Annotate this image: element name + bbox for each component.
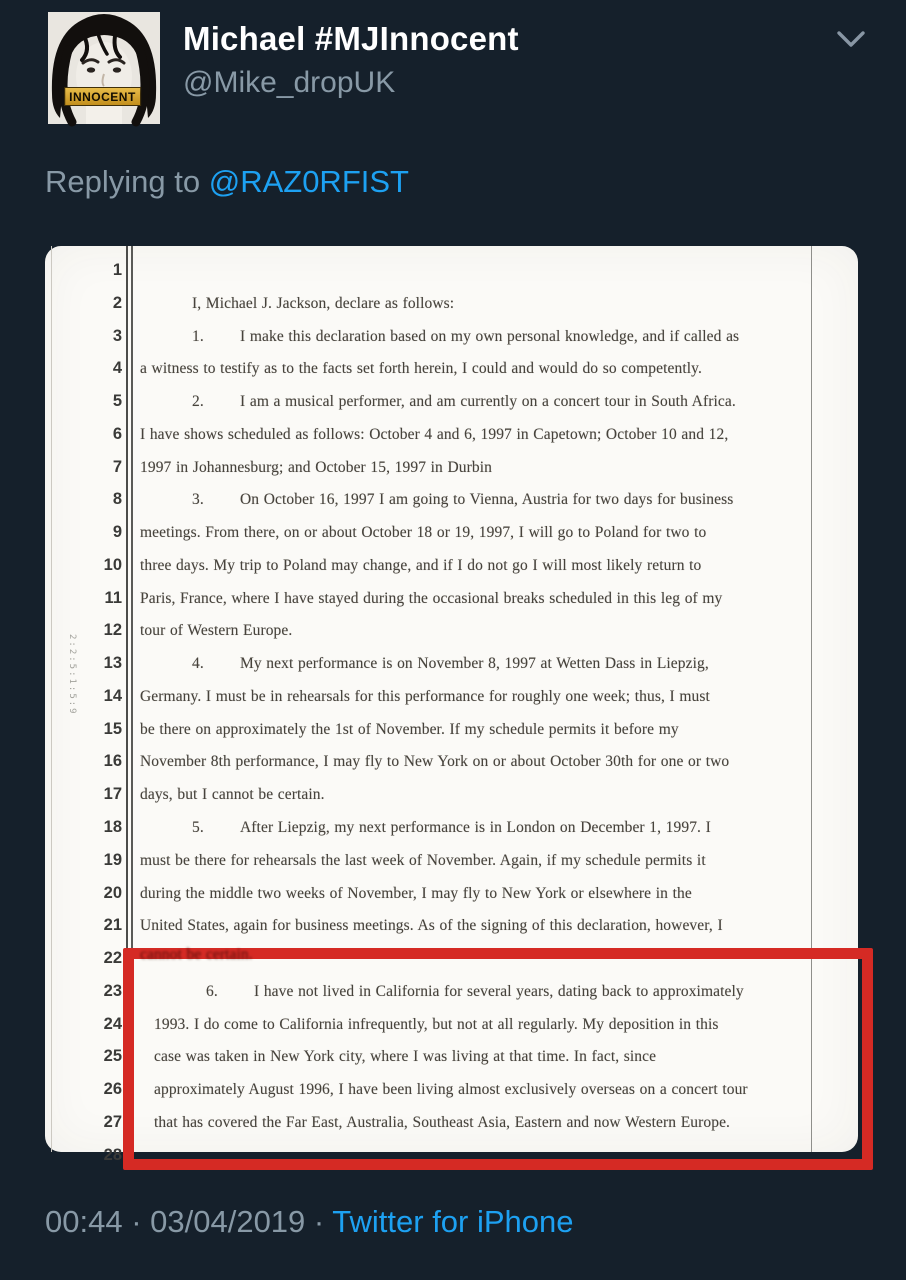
- line-number: 8: [112, 490, 122, 509]
- avatar[interactable]: [48, 12, 160, 124]
- line-text: approximately August 1996, I have been living almost exclusively overseas on a concert tour: [154, 1081, 748, 1099]
- tweet-time: 00:44: [45, 1204, 123, 1239]
- document-line: [45, 293, 858, 326]
- line-number: 25: [103, 1047, 122, 1066]
- line-number: 5: [112, 392, 122, 411]
- line-text: 6. I have not lived in California for several years, dating back to approximately: [206, 982, 744, 1000]
- document-line: [45, 883, 858, 916]
- line-number: 12: [103, 621, 122, 640]
- line-number: 24: [103, 1014, 122, 1033]
- tweet-timestamp: [45, 1204, 574, 1240]
- display-name: Michael #MJInnocent: [183, 20, 519, 57]
- line-number: 16: [103, 752, 122, 771]
- line-number: 23: [103, 981, 122, 1000]
- line-text: I, Michael J. Jackson, declare as follows:: [192, 294, 455, 312]
- line-number: 15: [103, 719, 122, 738]
- line-number: 21: [103, 916, 122, 935]
- document-line: [45, 653, 858, 686]
- document-line: [45, 424, 858, 457]
- document-line: [45, 850, 858, 883]
- avatar-innocent-badge: INNOCENT: [64, 87, 141, 106]
- line-number: 7: [112, 457, 122, 476]
- document-line: [45, 620, 858, 653]
- document-line: [45, 555, 858, 588]
- line-number: 28: [103, 1145, 122, 1164]
- line-number: 27: [103, 1112, 122, 1131]
- line-text: that has covered the Far East, Australia, Southeast Asia, Eastern and now Western Europe.: [154, 1113, 731, 1131]
- line-text: 2. I am a musical performer, and am currently on a concert tour in South Africa.: [192, 393, 736, 411]
- line-text: I have shows scheduled as follows: October 4 and 6, 1997 in Capetown; October 10 and 12,: [140, 425, 729, 443]
- line-number: 18: [103, 818, 122, 837]
- line-text: days, but I cannot be certain.: [140, 786, 325, 804]
- line-text: 1993. I do come to California infrequently, but not at all regularly. My deposition in this: [154, 1015, 719, 1033]
- line-text: 5. After Liepzig, my next performance is in London on December 1, 1997. I: [192, 819, 711, 837]
- line-number: 4: [112, 359, 122, 378]
- document-line: [45, 260, 858, 293]
- line-text: 4. My next performance is on November 8, 1997 at Wetten Dass in Liepzig,: [192, 655, 709, 673]
- document-line: [45, 817, 858, 850]
- line-number: 11: [104, 588, 122, 607]
- line-text: must be there for rehearsals the last week of November. Again, if my schedule permits it: [140, 851, 706, 869]
- line-text: Paris, France, where I have stayed during the occasional breaks scheduled in this leg of my: [140, 589, 723, 607]
- document-line: [45, 489, 858, 522]
- line-number: 1: [112, 261, 122, 279]
- line-number: 10: [103, 555, 122, 574]
- line-text: three days. My trip to Poland may change, and if I do not go I will most likely return to: [140, 556, 702, 574]
- line-text: a witness to testify as to the facts set forth herein, I could and would do so competently.: [140, 360, 702, 378]
- line-text: November 8th performance, I may fly to New York on or about October 30th for one or two: [140, 753, 730, 771]
- line-number: 6: [112, 424, 122, 443]
- tweet-source-link[interactable]: Twitter for iPhone: [332, 1204, 574, 1239]
- line-number: 9: [112, 523, 122, 542]
- separator-dot: ·: [305, 1204, 333, 1239]
- document-line: [45, 391, 858, 424]
- paragraph-number: 3.: [192, 491, 204, 509]
- line-text: 1997 in Johannesburg; and October 15, 1997 in Durbin: [140, 458, 492, 476]
- line-number: 3: [112, 326, 122, 345]
- separator-dot: ·: [122, 1204, 151, 1239]
- document-line: [45, 784, 858, 817]
- document-line: [45, 588, 858, 621]
- paragraph-number: 5.: [192, 819, 204, 837]
- chevron-down-icon[interactable]: [836, 30, 866, 50]
- line-text: be there on approximately the 1st of November. If my schedule permits it before my: [140, 720, 679, 738]
- line-text: meetings. From there, on or about October 18 or 19, 1997, I will go to Poland for two to: [140, 524, 707, 542]
- document-line: [45, 326, 858, 359]
- line-text: 3. On October 16, 1997 I am going to Vienna, Austria for two days for business: [192, 491, 734, 509]
- document-line: [45, 358, 858, 391]
- paragraph-number: 1.: [192, 327, 204, 345]
- line-number: 17: [103, 785, 122, 804]
- line-text: case was taken in New York city, where I was living at that time. In fact, since: [154, 1048, 657, 1066]
- document-line: [45, 686, 858, 719]
- document-line: [45, 751, 858, 784]
- reply-mention-link[interactable]: @RAZ0RFIST: [208, 164, 409, 199]
- tweet-attached-image[interactable]: [45, 246, 858, 1164]
- fax-margin-artifact: 2:2:5:1:5:9: [67, 634, 77, 716]
- line-text: 1. I make this declaration based on my own personal knowledge, and if called as: [192, 327, 740, 345]
- line-number: 14: [103, 686, 122, 705]
- red-highlight-box: [123, 948, 873, 1170]
- tweet-date: 03/04/2019: [150, 1204, 306, 1239]
- line-text: cannot be certain.: [140, 946, 253, 964]
- user-handle: @Mike_dropUK: [183, 66, 396, 99]
- line-text: Germany. I must be in rehearsals for this performance for roughly one week; thus, I must: [140, 687, 710, 705]
- line-number: 26: [103, 1080, 122, 1099]
- line-number: 19: [103, 850, 122, 869]
- line-number: 2: [112, 293, 122, 312]
- line-number: 13: [103, 654, 122, 673]
- line-number: 20: [103, 883, 122, 902]
- line-text: during the middle two weeks of November, I may fly to New York or elsewhere in the: [140, 884, 692, 902]
- reply-context: [45, 164, 409, 200]
- document-line: [45, 457, 858, 490]
- replying-to-label: Replying to: [45, 164, 209, 199]
- line-text: United States, again for business meetings. As of the signing of this declaration, however, I: [140, 917, 723, 935]
- paragraph-number: 6.: [206, 982, 218, 1000]
- avatar-portrait-image: [48, 12, 160, 124]
- document-line: [45, 522, 858, 555]
- document-line: [45, 719, 858, 752]
- line-text: tour of Western Europe.: [140, 622, 293, 640]
- user-names: [183, 20, 519, 100]
- paragraph-number: 4.: [192, 655, 204, 673]
- line-number: 22: [103, 949, 122, 968]
- paragraph-number: 2.: [192, 393, 204, 411]
